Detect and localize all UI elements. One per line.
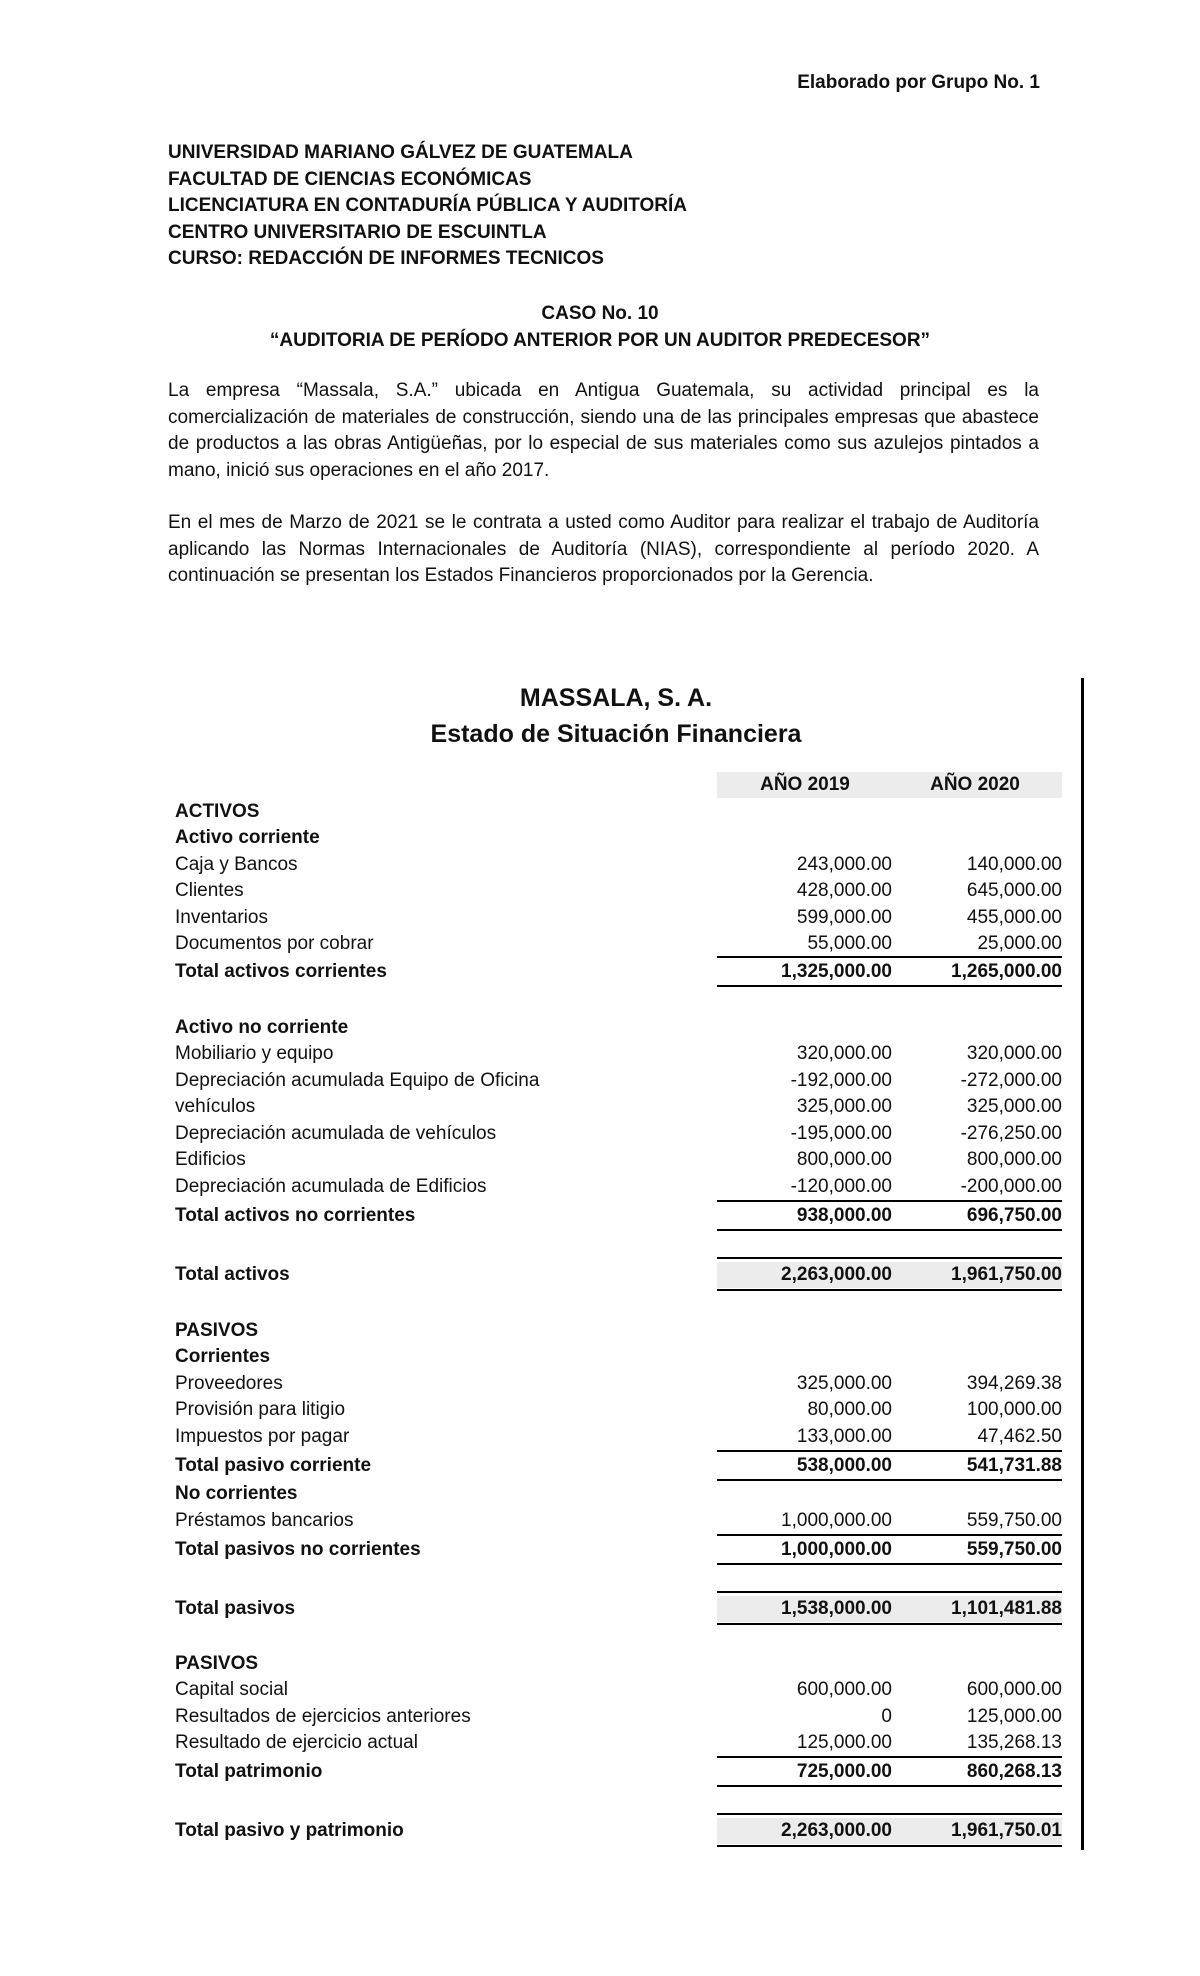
case-number: CASO No. 10: [541, 303, 659, 324]
header-line: FACULTAD DE CIENCIAS ECONÓMICAS: [168, 168, 532, 190]
rule-line: [717, 1229, 1062, 1231]
rule-line: [717, 1450, 1062, 1452]
table-row: Préstamos bancarios 1,000,000.00 559,750.00: [175, 1510, 1062, 1531]
intro-paragraph: La empresa “Massala, S.A.” ubicada en Antigua Guatemala, su actividad principal es la comercialización de materiales de construcción, siendo una de las principales empresas que abastece de productos a las obras Antigüeñas, por lo especial de sus materiales como sus azulejos pintados a mano, inició sus operaciones en el año 2017.: [168, 380, 1039, 481]
total-row: Total patrimonio 725,000.00 860,268.13: [175, 1761, 1062, 1782]
section-heading: PASIVOS: [175, 1320, 259, 1341]
table-row: Documentos por cobrar 55,000.00 25,000.00: [175, 933, 1062, 954]
company-name: MASSALA, S. A.: [519, 684, 713, 712]
total-row: Total activos no corrientes 938,000.00 696,750.00: [175, 1205, 1062, 1226]
table-row: Resultados de ejercicios anteriores 0 125,000.00: [175, 1706, 1062, 1727]
case-heading: [0, 300, 1200, 354]
table-row: Depreciación acumulada Equipo de Oficina -192,000.00 -272,000.00: [175, 1070, 1062, 1091]
institution-header: [168, 140, 687, 273]
author-credit: Elaborado por Grupo No. 1: [797, 72, 1040, 93]
statement-name: Estado de Situación Financiera: [430, 720, 802, 748]
header-line: CENTRO UNIVERSITARIO DE ESCUINTLA: [168, 221, 547, 243]
rule-line: [717, 1591, 1062, 1593]
rule-line: [717, 1289, 1062, 1291]
rule-line: [717, 956, 1062, 958]
subsection-heading: Corrientes: [175, 1346, 271, 1367]
table-row: Inventarios 599,000.00 455,000.00: [175, 907, 1062, 928]
table-row: Depreciación acumulada de Edificios -120,000.00 -200,000.00: [175, 1176, 1062, 1197]
rule-line: [717, 985, 1062, 987]
table-row: vehículos 325,000.00 325,000.00: [175, 1096, 1062, 1117]
table-row: Clientes 428,000.00 645,000.00: [175, 880, 1062, 901]
header-line: CURSO: REDACCIÓN DE INFORMES TECNICOS: [168, 248, 604, 269]
total-row: Total pasivo corriente 538,000.00 541,731.88: [175, 1455, 1062, 1476]
table-row: Capital social 600,000.00 600,000.00: [175, 1679, 1062, 1700]
rule-line: [717, 1563, 1062, 1565]
rule-line: [717, 1845, 1062, 1847]
rule-line: [717, 1534, 1062, 1536]
year-2020-header: AÑO 2020: [930, 774, 1020, 795]
table-row: Caja y Bancos 243,000.00 140,000.00: [175, 854, 1062, 875]
rule-line: [717, 1785, 1062, 1787]
rule-line: [717, 1756, 1062, 1758]
grand-total-row: Total pasivo y patrimonio 2,263,000.00 1,961,750.01: [175, 1818, 1062, 1844]
rule-line: [717, 1623, 1062, 1625]
table-row: Provisión para litigio 80,000.00 100,000.00: [175, 1399, 1062, 1420]
subsection-heading: No corrientes: [175, 1483, 298, 1504]
case-title: “AUDITORIA DE PERÍODO ANTERIOR POR UN AUDITOR PREDECESOR”: [269, 330, 931, 351]
header-line: LICENCIATURA EN CONTADURÍA PÚBLICA Y AUDITORÍA: [168, 195, 687, 216]
table-row: Proveedores 325,000.00 394,269.38: [175, 1373, 1062, 1394]
rule-line: [717, 1257, 1062, 1259]
context-paragraph: En el mes de Marzo de 2021 se le contrata a usted como Auditor para realizar el trabajo de Auditoría aplicando las Normas Internacionales de Auditoría (NIAS), correspondiente al período 2020. A continuación se presentan los Estados Financieros proporcionados por la Gerencia.: [168, 512, 1039, 586]
section-heading: ACTIVOS: [175, 801, 260, 822]
table-row: Depreciación acumulada de vehículos -195,000.00 -276,250.00: [175, 1123, 1062, 1144]
statement-title: [152, 680, 1080, 752]
table-row: Resultado de ejercicio actual 125,000.00 135,268.13: [175, 1732, 1062, 1753]
header-line: UNIVERSIDAD MARIANO GÁLVEZ DE GUATEMALA: [168, 142, 633, 163]
year-2019-header: AÑO 2019: [760, 774, 850, 795]
rule-line: [717, 1200, 1062, 1202]
table-row: Impuestos por pagar 133,000.00 47,462.50: [175, 1426, 1062, 1447]
subsection-heading: Activo corriente: [175, 827, 320, 848]
grand-total-row: Total activos 2,263,000.00 1,961,750.00: [175, 1262, 1062, 1288]
section-heading: PASIVOS: [175, 1653, 259, 1674]
statement-border: [1081, 678, 1084, 1850]
rule-line: [717, 1813, 1062, 1815]
subsection-heading: Activo no corriente: [175, 1017, 349, 1038]
total-row: Total activos corrientes 1,325,000.00 1,265,000.00: [175, 961, 1062, 982]
grand-total-row: Total pasivos 1,538,000.00 1,101,481.88: [175, 1596, 1062, 1622]
total-row: Total pasivos no corrientes 1,000,000.00 559,750.00: [175, 1539, 1062, 1560]
table-row: Edificios 800,000.00 800,000.00: [175, 1149, 1062, 1170]
table-row: Mobiliario y equipo 320,000.00 320,000.00: [175, 1043, 1062, 1064]
